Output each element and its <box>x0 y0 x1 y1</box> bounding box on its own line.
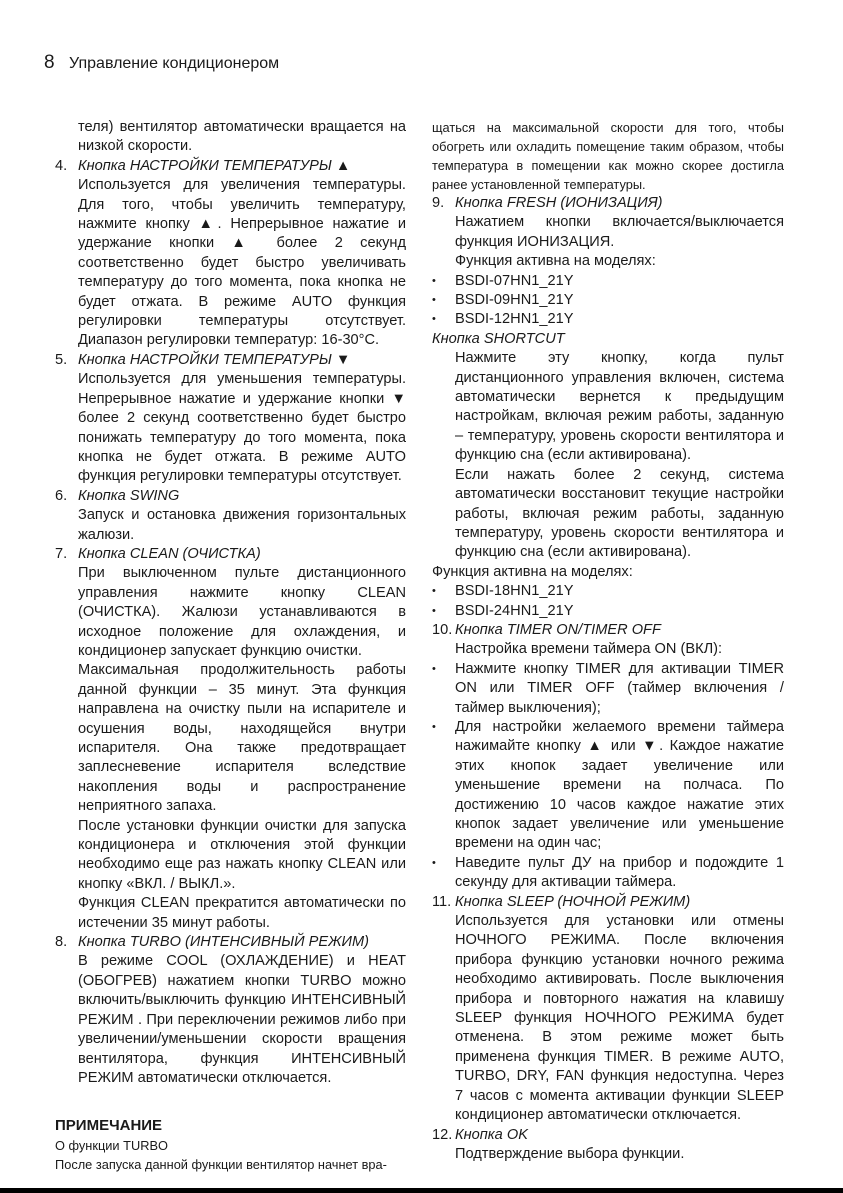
note-title: ПРИМЕЧАНИЕ <box>55 1117 163 1135</box>
model-list-item: • BSDI-09HN1_21Y <box>432 291 784 310</box>
item-11-text: Используется для установки или отмены НОЧНОГО РЕЖИМА. После включения прибора функцию установки ночного режима необходимо активировать. После выключения прибора и повторного нажатия на клавишу SLEEP функция НОЧНОГО РЕЖИМА будет отменена. В этом режиме может быть применена функция TIMER. В режиме AUTO, TURBO, DRY, FAN функция недоступна. Через 7 часов с момента активации функции SLEEP кондиционер автоматически отключается. <box>455 913 784 1124</box>
item-4-heading: 4. Кнопка НАСТРОЙКИ ТЕМПЕРАТУРЫ ▲ <box>55 157 351 174</box>
shortcut-models-label: Функция активна на моделях: <box>432 563 633 580</box>
item-5-heading: 5. Кнопка НАСТРОЙКИ ТЕМПЕРАТУРЫ ▼ <box>55 351 351 368</box>
left-column <box>55 118 406 1174</box>
bottom-border <box>0 1188 843 1193</box>
page-header-title: Управление кондиционером <box>69 55 280 72</box>
page-header <box>44 52 279 74</box>
item-6-heading: 6. Кнопка SWING <box>55 487 180 504</box>
model-list-item: • BSDI-18HN1_21Y <box>432 582 784 601</box>
page-number: 8 <box>44 52 55 73</box>
item-12-text: Подтверждение выбора функции. <box>455 1145 685 1162</box>
continued-paragraph: теля) вентилятор автоматически вращается на низкой скорости. <box>78 119 406 155</box>
item-7-heading: 7. Кнопка CLEAN (ОЧИСТКА) <box>55 545 261 562</box>
item-7-text-2: Максимальная продолжительность работы данной функции – 35 минут. Эта функция направлена на очистку пыли на испарителе и осушения воды, находящейся внутри испарителя. Она также предотвращает заплесневение испарителя вследствие накопления воды и распространение неприятного запаха. <box>78 662 406 815</box>
timer-list-item: • Нажмите кнопку TIMER для активации TIMER ON или TIMER OFF (таймер включения / таймер выключения); <box>432 660 784 718</box>
item-4-text: Используется для увеличения температуры. Для того, чтобы увеличить температуру, нажмите кнопку ▲. Непрерывное нажатие и удержание кнопки ▲ более 2 секунд соответственно будет быстро увеличивать температуру до того момента, пока кнопка не будет отжата. В режиме AUTO функция регулировки температуры отсутствует. Диапазон регулировки температур: 16-30°C. <box>78 177 406 349</box>
item-6-text: Запуск и остановка движения горизонтальных жалюзи. <box>78 507 406 543</box>
item-10-heading: 10. Кнопка TIMER ON/TIMER OFF <box>432 621 661 638</box>
note-text-continued: щаться на максимальной скорости для того, чтобы обогреть или охладить помещение таким образом, чтобы температура в помещении как можно скорее достигла ранее установленной температуры. <box>432 120 784 192</box>
item-5-text: Используется для уменьшения температуры. Непрерывное нажатие и удержание кнопки ▼ более 2 секунд соответственно будет быстро понижать температуру до того момента, пока кнопка не будет отжата. В режиме AUTO функция регулировки температуры отсутствует. <box>78 371 406 485</box>
model-list-item: • BSDI-24HN1_21Y <box>432 602 784 621</box>
item-9-heading: 9. Кнопка FRESH (ИОНИЗАЦИЯ) <box>432 195 663 211</box>
item-8-heading: 8. Кнопка TURBO (ИНТЕНСИВНЫЙ РЕЖИМ) <box>55 934 369 951</box>
timer-list-item: • Наведите пульт ДУ на прибор и подождите 1 секунду для активации таймера. <box>432 854 784 893</box>
model-list-item: • BSDI-12HN1_21Y <box>432 310 784 329</box>
item-7-text-3: После установки функции очистки для запуска кондиционера и отключения этой функции необходимо еще раз нажать кнопку CLEAN или кнопку «ВКЛ. / ВЫКЛ.». <box>78 817 406 892</box>
item-9-text: Нажатием кнопки включается/выключается функция ИОНИЗАЦИЯ. <box>455 214 784 250</box>
right-column <box>432 118 784 1164</box>
item-11-heading: 11. Кнопка SLEEP (НОЧНОЙ РЕЖИМ) <box>432 893 691 910</box>
item-8-text: В режиме COOL (ОХЛАЖДЕНИЕ) и HEAT (ОБОГРЕВ) нажатием кнопки TURBO можно включить/выключить функцию ИНТЕНСИВНЫЙ РЕЖИМ . При переключении режимов либо при увеличении/уменьшении скорости вращения вентилятора, функция ИНТЕНСИВНЫЙ РЕЖИМ автоматически отключается. <box>78 953 406 1086</box>
timer-list-item: • Для настройки желаемого времени таймера нажимайте кнопку ▲ или ▼. Каждое нажатие этих кнопок задает увеличение или уменьшение времени на полчаса. По достижению 10 часов каждое нажатие этих кнопок задает увеличение или уменьшение времени на один час; <box>432 718 784 854</box>
item-9-models-label: Функция активна на моделях: <box>455 253 656 270</box>
item-7-text-4: Функция CLEAN прекратится автоматически по истечении 35 минут работы. <box>78 895 406 931</box>
shortcut-heading: Кнопка SHORTCUT <box>432 330 565 347</box>
item-7-text-1: При выключенном пульте дистанционного управления нажмите кнопку CLEAN (ОЧИСТКА). Жалюзи устанавливаются в исходное положение для охлаждения, и кондиционер запускает функцию очистки. <box>78 565 406 659</box>
shortcut-text-1: Нажмите эту кнопку, когда пульт дистанционного управления включен, система автоматически вернется к предыдущим настройкам, включая режим работы, заданную – температуру, уровень скорости вентилятора и функцию сна (если активирована). <box>455 350 784 464</box>
item-10-text: Настройка времени таймера ON (ВКЛ): <box>455 641 723 658</box>
model-list-item: • BSDI-07HN1_21Y <box>432 272 784 291</box>
note-subtitle: О функции TURBO <box>55 1137 168 1153</box>
note-text: После запуска данной функции вентилятор начнет вра- <box>55 1156 387 1172</box>
item-12-heading: 12. Кнопка OK <box>432 1126 528 1143</box>
shortcut-text-2: Если нажать более 2 секунд, система автоматически восстановит текущие настройки работы, включая режим работы, заданную температуру, уровень скорости вентилятора и функцию сна (если активирована). <box>455 466 784 561</box>
